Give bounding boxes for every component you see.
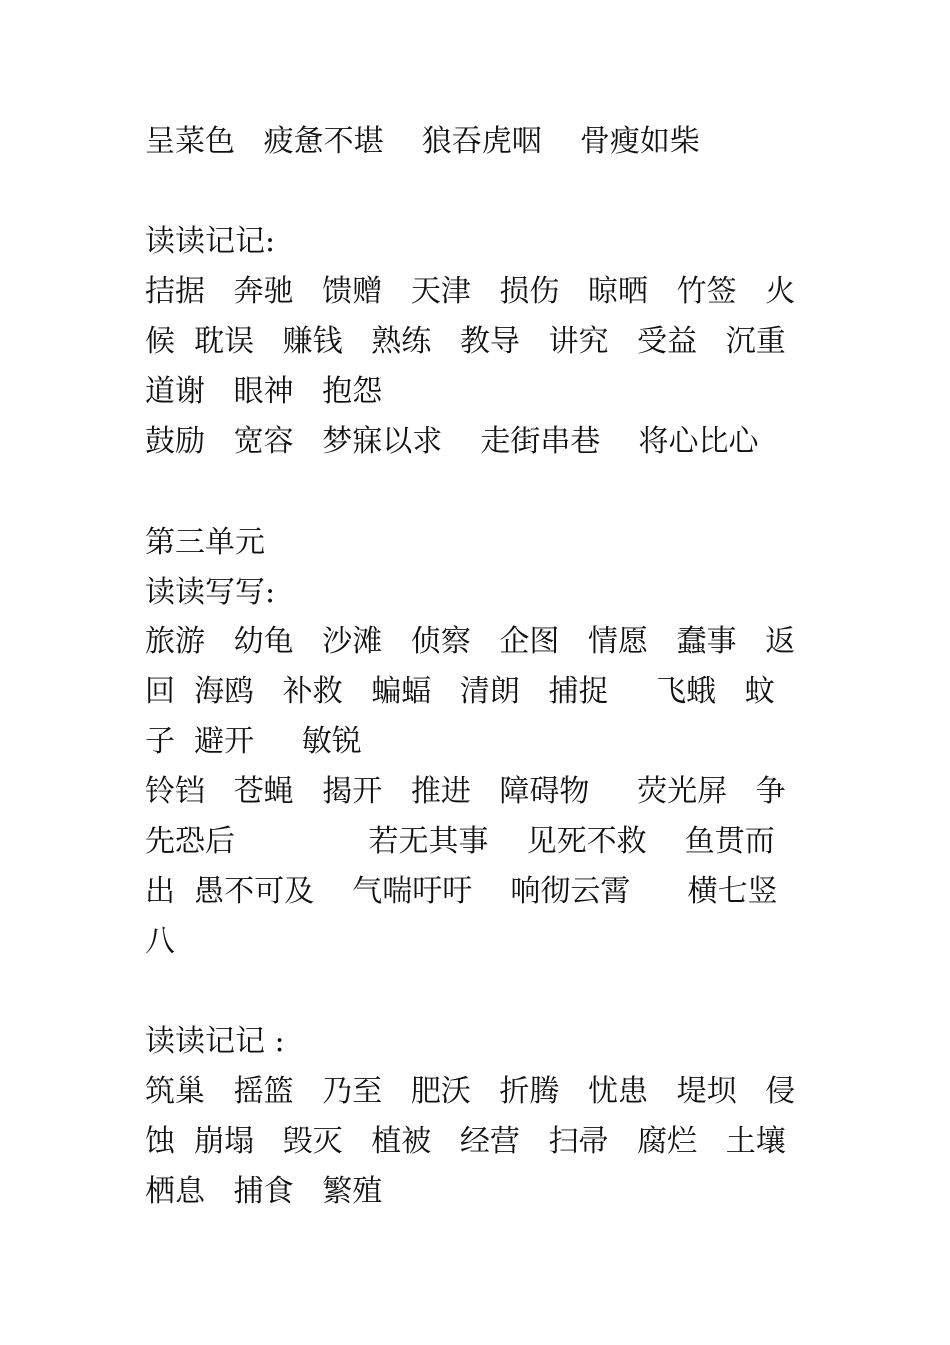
- word-list-line-3: 候 耽误 赚钱 熟练 教导 讲究 受益 沉重: [145, 324, 786, 359]
- word-list-line-15: 栖息 捕食 繁殖: [145, 1174, 383, 1209]
- section-heading-read-remember-2: 读读记记 :: [145, 1024, 285, 1059]
- word-list-line-8: 子 避开 敏锐: [145, 724, 362, 759]
- section-heading-read-write: 读读写写:: [145, 575, 276, 610]
- word-list-line-11: 出 愚不可及 气喘吁吁 响彻云霄 横七竖: [145, 874, 778, 909]
- word-list-line-6: 旅游 幼龟 沙滩 侦察 企图 情愿 蠢事 返: [145, 624, 796, 659]
- word-list-line-9: 铃铛 苍蝇 揭开 推进 障碍物 荧光屏 争: [145, 774, 786, 809]
- word-list-line-13: 筑巢 摇篮 乃至 肥沃 折腾 忧患 堤坝 侵: [145, 1074, 796, 1109]
- section-heading-read-remember: 读读记记:: [145, 224, 276, 259]
- unit-heading: 第三单元: [145, 525, 265, 560]
- word-list-line-2: 拮据 奔驰 馈赠 天津 损伤 晾晒 竹签 火: [145, 274, 796, 309]
- word-list-line-14: 蚀 崩塌 毁灭 植被 经营 扫帚 腐烂 土壤: [145, 1124, 786, 1159]
- word-list-line-5: 鼓励 宽容 梦寐以求 走街串巷 将心比心: [145, 424, 759, 459]
- word-list-line-4: 道谢 眼神 抱怨: [145, 374, 383, 409]
- word-list-line-12: 八: [145, 924, 175, 959]
- word-list-line-7: 回 海鸥 补救 蝙蝠 清朗 捕捉 飞蛾 蚊: [145, 674, 775, 709]
- word-list-line-10: 先恐后 若无其事 见死不救 鱼贯而: [145, 824, 775, 859]
- word-list-line-1: 呈菜色 疲惫不堪 狼吞虎咽 骨瘦如柴: [145, 124, 700, 159]
